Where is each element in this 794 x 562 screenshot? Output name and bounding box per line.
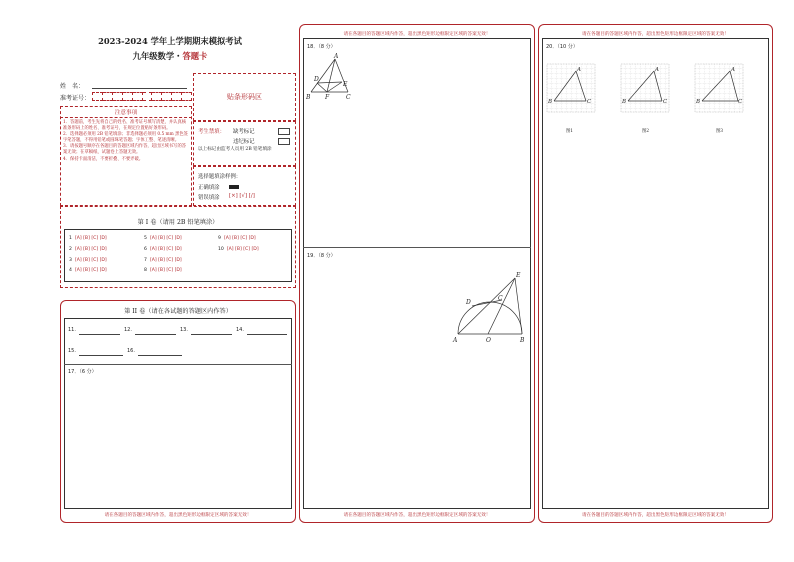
absent-checkbox[interactable] bbox=[278, 128, 290, 135]
mcq-row-9[interactable]: 9 [A] [B] [C] [D] bbox=[218, 236, 256, 241]
mcq-row-8[interactable]: 8 [A] [B] [C] [D] bbox=[144, 268, 182, 273]
grid1-label-b: B bbox=[548, 99, 553, 105]
q18-label: 18．（8 分） bbox=[307, 44, 336, 50]
q17-label: 17．（6 分） bbox=[68, 369, 97, 375]
blank-11-line[interactable] bbox=[79, 334, 120, 335]
wrong-fill-label: 错误填涂 bbox=[198, 195, 220, 201]
notice-item: 4．保持卡面清洁，不要折叠、不要弄破。 bbox=[63, 156, 144, 162]
mcq-row-3[interactable]: 3 [A] [B] [C] [D] bbox=[69, 258, 107, 263]
grid2-label-c: C bbox=[663, 99, 668, 105]
mcq-row-4[interactable]: 4 [A] [B] [C] [D] bbox=[69, 268, 107, 273]
grid3-label-c: C bbox=[738, 99, 743, 105]
fig19-label-b: B bbox=[520, 337, 525, 344]
fig18-label-e: E bbox=[343, 81, 348, 88]
notice-item: 1．答题前，考生先将自己的姓名、准考证号填写清楚，并认真核准条形码上的姓名、准考证号，在规定位置贴好条形码。 bbox=[63, 120, 187, 132]
blank-13-label: 13. bbox=[180, 327, 188, 333]
col2-header-warning: 请在各题目的答题区域内作答，超出黑色矩形边框限定区域的答案无效！ bbox=[343, 32, 491, 37]
exam-subtitle bbox=[80, 50, 260, 62]
fig19-label-a: A bbox=[453, 337, 458, 344]
correct-fill-mark bbox=[229, 185, 239, 189]
fig18-label-a: A bbox=[334, 53, 339, 60]
subtitle-accent: 答题卡 bbox=[182, 51, 208, 61]
name-label: 姓 名： bbox=[60, 83, 85, 90]
blank-15-line[interactable] bbox=[79, 355, 123, 356]
fill-sample-heading: 选择题填涂样例： bbox=[198, 174, 242, 180]
mcq-row-7[interactable]: 7 [A] [B] [C] [D] bbox=[144, 258, 182, 263]
mcq-row-5[interactable]: 5 [A] [B] [C] [D] bbox=[144, 236, 182, 241]
id-label: 准考证号： bbox=[60, 95, 91, 102]
exam-title: 2023-2024 学年上学期期末模拟考试 bbox=[98, 36, 242, 46]
blank-12-line[interactable] bbox=[135, 334, 176, 335]
blank-16-label: 16. bbox=[127, 348, 135, 354]
q18-triangle-figure bbox=[303, 52, 363, 104]
name-line[interactable] bbox=[92, 88, 187, 89]
q20-grid-1 bbox=[546, 63, 596, 113]
id-boxes[interactable] bbox=[92, 92, 192, 101]
grid2-label-b: B bbox=[622, 99, 627, 105]
fig19-label-o: O bbox=[486, 337, 491, 344]
fig18-label-d: D bbox=[314, 76, 319, 83]
col2-footer-warning: 请在各题目的答题区域内作答，超出黑色矩形边框限定区域的答案无效！ bbox=[343, 513, 491, 518]
violation-checkbox[interactable] bbox=[278, 138, 290, 145]
barcode-label: 贴条形码区 bbox=[227, 93, 262, 101]
q20-label: 20．（10 分） bbox=[546, 44, 578, 50]
fig18-label-f: F bbox=[325, 94, 330, 101]
col3-footer-warning: 请在各题目的答题区域内作答，超出黑色矩形边框限定区域的答案无效！ bbox=[581, 513, 729, 518]
blank-13-line[interactable] bbox=[191, 334, 232, 335]
notice-heading: 注意事项 bbox=[114, 110, 138, 116]
fig18-label-b: B bbox=[306, 94, 311, 101]
violation-label: 违纪标记 bbox=[233, 139, 255, 145]
mcq-row-10[interactable]: 10 [A] [B] [C] [D] bbox=[218, 247, 259, 252]
fig19-label-d: D bbox=[466, 299, 471, 306]
correct-fill-label: 正确填涂 bbox=[198, 185, 220, 191]
absent-label: 缺考标记 bbox=[233, 129, 255, 135]
mcq-row-1[interactable]: 1 [A] [B] [C] [D] bbox=[69, 236, 107, 241]
q19-semicircle-figure bbox=[450, 270, 530, 346]
fig-caption-2: 图2 bbox=[642, 129, 650, 134]
col1-footer-warning: 请在各题目的答题区域内作答，超出黑色矩形边框限定区域的答案无效！ bbox=[104, 513, 252, 518]
fig19-label-e: E bbox=[516, 272, 521, 279]
blank-16-line[interactable] bbox=[138, 355, 182, 356]
notice-item: 3．请按题号顺序在各题目的答题区域内作答，超出区域书写的答案无效；在草稿纸、试题卷上答题无效。 bbox=[63, 144, 187, 156]
fig19-label-c: C bbox=[498, 295, 503, 302]
mcq-row-2[interactable]: 2 [A] [B] [C] [D] bbox=[69, 247, 107, 252]
col3-header-warning: 请在各题目的答题区域内作答，超出黑色矩形边框限定区域的答案无效！ bbox=[581, 32, 729, 37]
blank-11-label: 11. bbox=[68, 327, 76, 333]
section2-answer-area bbox=[64, 318, 292, 509]
notice-item: 2．选择题必须用 2B 铅笔填涂；非选择题必须用 0.5 mm 黑色签字笔答题，不得用铅笔或圆珠笔答题；字体工整、笔迹清晰。 bbox=[63, 132, 188, 144]
q19-label: 19．（8 分） bbox=[307, 253, 336, 259]
blank-14-label: 14. bbox=[236, 327, 244, 333]
fig-caption-3: 图3 bbox=[716, 129, 724, 134]
fig-caption-1: 图1 bbox=[566, 129, 574, 134]
wrong-fill-marks: [×] [√] [/] bbox=[229, 193, 255, 199]
q20-grid-2 bbox=[620, 63, 670, 113]
grid1-label-a: A bbox=[577, 67, 581, 73]
status-label: 考生禁填： bbox=[198, 129, 225, 135]
grid3-label-a: A bbox=[731, 67, 735, 73]
blank-12-label: 12. bbox=[124, 327, 132, 333]
blank-14-line[interactable] bbox=[247, 334, 287, 335]
grid1-label-c: C bbox=[587, 99, 592, 105]
q20-grid-3 bbox=[694, 63, 744, 113]
grid2-label-a: A bbox=[655, 67, 659, 73]
section2-title: 第 II 卷（请在各试题的答题区内作答） bbox=[124, 308, 232, 315]
subtitle-prefix: 九年级数学・ bbox=[132, 51, 183, 61]
notice-list bbox=[63, 120, 189, 163]
mcq-row-6[interactable]: 6 [A] [B] [C] [D] bbox=[144, 247, 182, 252]
status-note: 以上标记由监考人员用 2B 铅笔填涂 bbox=[198, 147, 272, 152]
fig18-label-c: C bbox=[346, 94, 351, 101]
section1-title: 第 I 卷（请用 2B 铅笔填涂） bbox=[137, 219, 219, 226]
blank-15-label: 15. bbox=[68, 348, 76, 354]
grid3-label-b: B bbox=[696, 99, 701, 105]
